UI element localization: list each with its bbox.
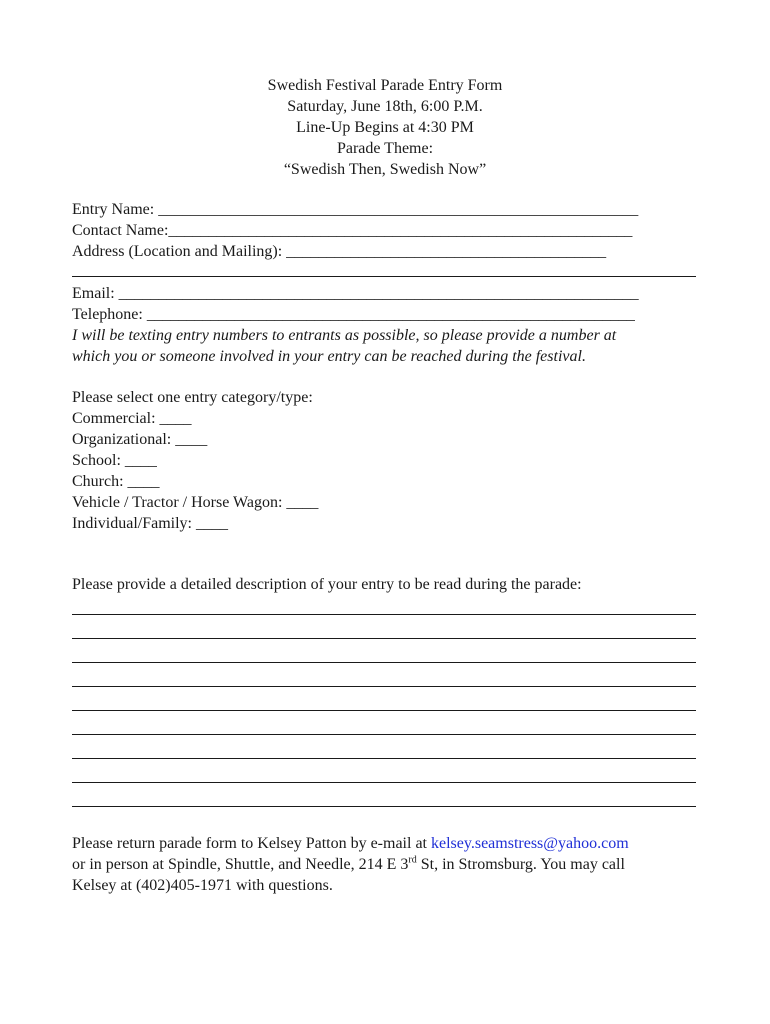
description-prompt: Please provide a detailed description of your entry to be read during the parade:: [72, 576, 582, 593]
category-school[interactable]: School: ____: [72, 452, 157, 469]
category-organizational[interactable]: Organizational: ____: [72, 431, 208, 448]
description-line[interactable]: [72, 638, 696, 639]
entry-category-section: [72, 387, 702, 534]
entry-name-field[interactable]: Entry Name: ____________________________________________________________: [72, 201, 639, 218]
entry-fields: [72, 199, 702, 262]
return-line-2: [72, 854, 702, 875]
email-link[interactable]: kelsey.seamstress@yahoo.com: [431, 835, 629, 852]
contact-name-field[interactable]: Contact Name:__________________________________________________________: [72, 222, 633, 239]
address-continuation-line[interactable]: [72, 276, 696, 277]
parade-date-time: Saturday, June 18th, 6:00 P.M.: [287, 98, 483, 115]
texting-note-line-2: which you or someone involved in your entry can be reached during the festival.: [72, 348, 586, 365]
address-field[interactable]: Address (Location and Mailing): ________________________________________: [72, 243, 607, 260]
theme-value: “Swedish Then, Swedish Now”: [283, 161, 487, 178]
description-line[interactable]: [72, 662, 696, 663]
return-line-2-text: or in person at Spindle, Shuttle, and Needle, 214 E 3: [72, 856, 409, 873]
telephone-field[interactable]: Telephone: _____________________________________________________________: [72, 306, 635, 323]
ordinal-superscript: rd: [408, 854, 417, 866]
return-line-3: Kelsey at (402)405-1971 with questions.: [72, 877, 333, 894]
description-line[interactable]: [72, 734, 696, 735]
description-line[interactable]: [72, 806, 696, 807]
category-individual-family[interactable]: Individual/Family: ____: [72, 515, 228, 532]
email-field[interactable]: Email: _________________________________________________________________: [72, 285, 639, 302]
description-line[interactable]: [72, 782, 696, 783]
description-line[interactable]: [72, 614, 696, 615]
return-line-1-text: Please return parade form to Kelsey Patton by e-mail at: [72, 835, 431, 852]
form-title: Swedish Festival Parade Entry Form: [267, 77, 503, 94]
lineup-time: Line-Up Begins at 4:30 PM: [296, 119, 474, 136]
category-prompt: Please select one entry category/type:: [72, 389, 313, 406]
description-line[interactable]: [72, 686, 696, 687]
contact-fields: [72, 283, 702, 367]
return-line-1: [72, 833, 702, 854]
theme-label: Parade Theme:: [336, 140, 434, 157]
description-line[interactable]: [72, 758, 696, 759]
form-header: [0, 75, 770, 180]
return-instructions: [72, 833, 702, 896]
description-line[interactable]: [72, 710, 696, 711]
texting-note-line-1: I will be texting entry numbers to entrants as possible, so please provide a number at: [72, 327, 617, 344]
return-line-2-text-end: St, in Stromsburg. You may call: [416, 856, 625, 873]
category-vehicle-tractor-horse-wagon[interactable]: Vehicle / Tractor / Horse Wagon: ____: [72, 494, 319, 511]
category-church[interactable]: Church: ____: [72, 473, 160, 490]
description-section: [72, 574, 702, 595]
category-commercial[interactable]: Commercial: ____: [72, 410, 192, 427]
